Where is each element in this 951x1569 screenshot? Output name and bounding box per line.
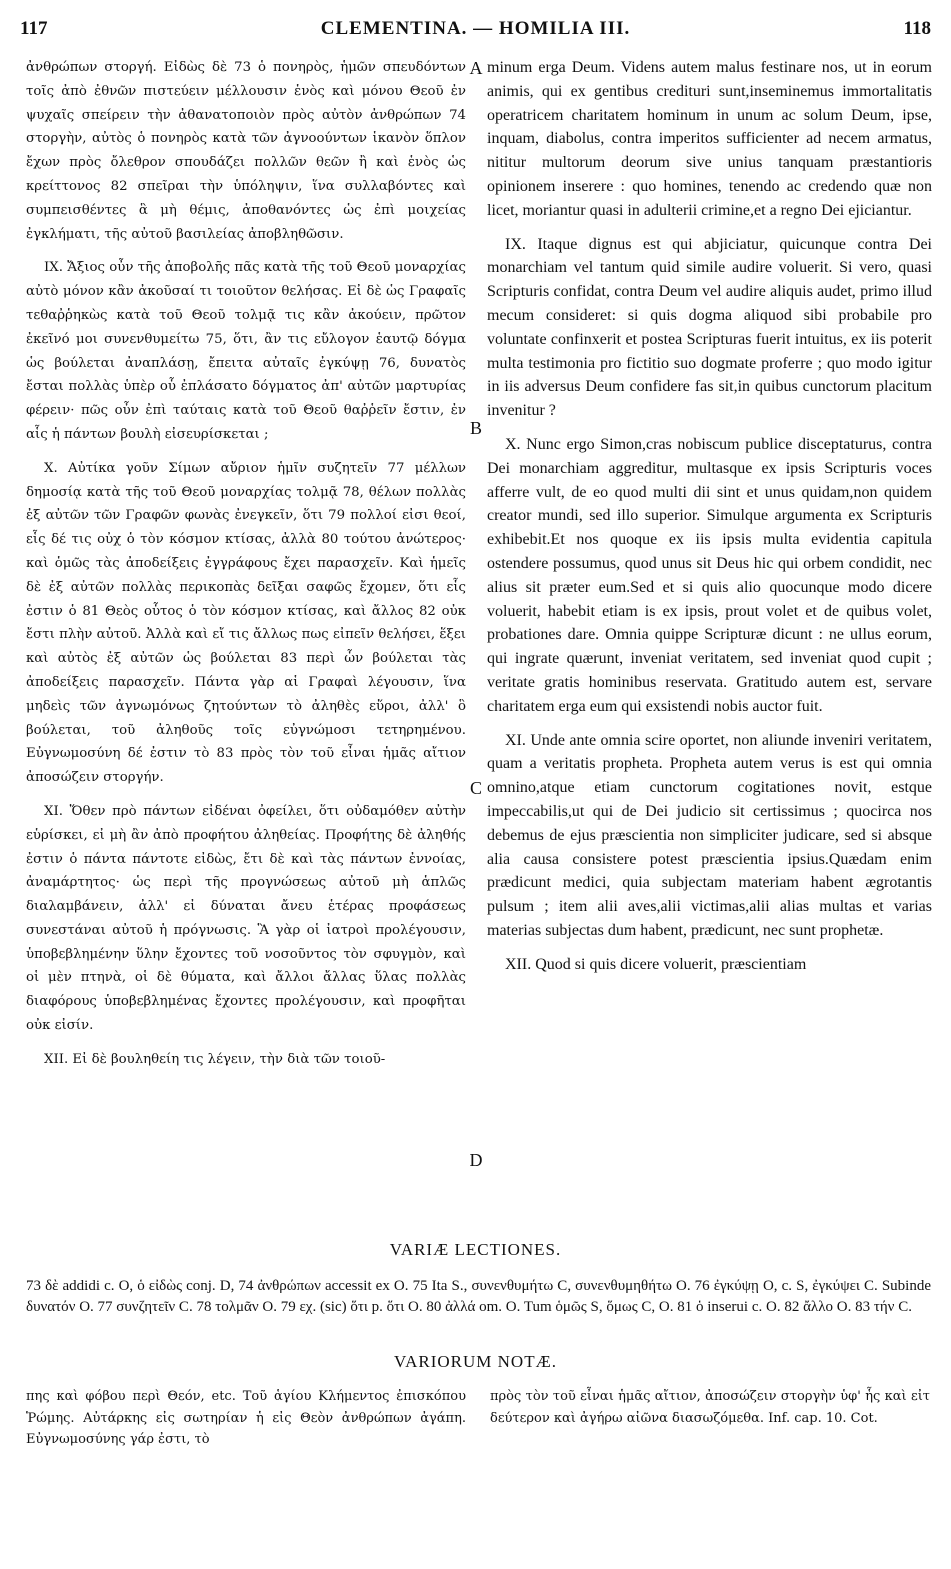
variae-lectiones-text: 73 δὲ addidi c. O, ὁ εἰδὼς conj. D, 74 ἀνθρώπων accessit ex O. 75 Ita S., συνενθυμήτω C, συνενθυμηθήτω O. 76 ἐγκύψῃ O, c. S, ἐγκύψει C. Subinde δυνατόν O. 77 συνζητεῖν C. 78 τολμᾶν O. 79 εχ. (sic) ὅτι p. ὅτι O. 80 ἀλλά om. O. Tum ὁμῶς S, ὅμως C, O. 81 ὁ inserui c. O. 82 ἄλλο O. 83 τήν C. [26,1278,931,1315]
latin-column [487,56,932,986]
section-marker-d: D [469,1150,483,1170]
greek-paragraph-xii: XII. Εἰ δὲ βουληθείη τις λέγειν, τὴν διὰ τῶν τοιοῦ- [44,1051,386,1067]
latin-paragraph-ix: IX. Itaque dignus est qui abjiciatur, quicunque contra Dei monarchiam vel tantum quid simile audire voluerit. Si vero, quasi Scripturis confidat, contra Deum vel audire aliquis audet, primo illud mecum consideret: si quis dogma aliquod sibi probabile pro voluntate confinxerit et postea Scripturas fuerit intuitus, ex iis poterit multa testimonia pro fictitio suo dogmate proferre ; quo modo igitur in iis adversus Deum confidere fas sit,in quibus cunctorum placitum invenitur ? [487,235,932,420]
page-number-left: 117 [20,18,48,39]
greek-paragraph-1: ἀνθρώπων στοργή. Εἰδὼς δὲ 73 ὁ πονηρὸς, ἡμῶν σπευδόντων τοῖς ἀπὸ ἐθνῶν πιστεύειν μέλλουσιν ἑνὸς καὶ μόνου Θεοῦ ἐν ψυχαῖς σπείρειν τὴν ἀθανατοποιὸν πρὸς αὐτὸν ἀνθρώπων 74 στοργὴν, αὐτὸς ὁ πονηρὸς κατὰ τῶν ἀγνοούντων ἱκανὸν ὅπλον ἔχων πρὸς ὄλεθρον σπουδάζει πολλῶν θεῶν ἢ καὶ ἑνὸς ὡς κρείττονος 82 σπεῖραι τὴν ὑπόληψιν, ἵνα συλλαβόντες καὶ συμπεισθέντες ἃ μὴ θέμις, ἀποθανόντες ὡς ἐπὶ μοιχείας ἐγκλήματι, τῆς αὐτοῦ βασιλείας ἀποβληθῶσιν. [26,60,466,242]
greek-paragraph-xi: XI. Ὅθεν πρὸ πάντων εἰδέναι ὀφείλει, ὅτι οὐδαμόθεν αὐτὴν εὑρίσκει, εἰ μὴ ἂν ἀπὸ προφήτου ἀληθείας. Προφήτης δὲ ἀληθής ἐστιν ὁ πάντα πάντοτε εἰδὼς, ἔτι δὲ καὶ τὰς πάντων ἐννοίας, ἀναμάρτητος· ὡς περὶ τῆς προγνώσεως αὐτοῦ μὴ ἁπλῶς διαλαμβάνειν, ἀλλ' εἰ δύναται ἄνευ ἑτέρας προφάσεως συνεστάναι αὐτοῦ ἡ πρόγνωσις. Ἃ γὰρ οἱ ἰατροὶ προλέγουσιν, ὑποβεβλημένην ὕλην ἔχοντες τοῦ νοσοῦντος τὸν σφυγμὸν, καὶ οἱ μὲν πτηνὰ, οἱ δὲ θύματα, καὶ ἄλλοι ἄλλας ὕλας πολλὰς διαφόρους ὑποβεβλημένας ἔχοντες προλέγουσιν, καὶ προφῆται οὐκ εἰσίν. [26,803,466,1034]
greek-paragraph-ix: IX. Ἄξιος οὖν τῆς ἀποβολῆς πᾶς κατὰ τῆς τοῦ Θεοῦ μοναρχίας αὐτὸ μόνον κἂν ἀκοῦσαί τι τοιοῦτον θελήσας. Εἰ δὲ ὡς Γραφαῖς τεθαῤῥηκὼς κατὰ τοῦ Θεοῦ τολμᾷ τις κἂν ἀκούειν, πρῶτον ἐκεῖνό μοι συνενθυμείτω 75, ὅτι, ἂν τις εὔλογον ἑαυτῷ δόγμα ὡς βούλεται ἀναπλάσῃ, ἔπειτα αὐταῖς ἐγκύψῃ 76, δυνατὸς ἔσται πολλὰς ὑπὲρ οὗ ἐπλάσατο δόγματος ἀπ' αὐτῶν μαρτυρίας φέρειν· πῶς οὖν ἐπὶ ταύταις κατὰ τοῦ Θεοῦ θαῤῥεῖν ἔστιν, ἐν αἷς ἡ πάντων βουλὴ εἰσευρίσκεται ; [26,260,466,442]
variorum-notae-heading: VARIORUM NOTÆ. [394,1352,557,1371]
page-header [20,14,931,44]
section-marker-a: A [469,58,483,78]
variae-lectiones-heading: VARIÆ LECTIONES. [389,1240,562,1259]
latin-paragraph-1: minum erga Deum. Videns autem malus festinare nos, ut in eorum animis, qui ex gentibus crediturі sunt,inseminemus immortalitatis operatricem charitatem hominum in unum ac solum Deum, ipse, inquam, diabolus, contra imperitos sufficienter ad necem armatus, nititur multorum deorum sive unius tanquam præstantioris opinionem inserere : quo homines, tenendo ac credendo quæ non licet, moriantur quasi in adulterii crimine,et a regno Dei ejiciantur. [487,59,932,219]
greek-paragraph-x: X. Αὐτίκα γοῦν Σίμων αὔριον ἡμῖν συζητεῖν 77 μέλλων δημοσίᾳ κατὰ τῆς τοῦ Θεοῦ μοναρχίας τολμᾷ 78, θέλων πολλὰς ἐξ αὐτῶν τῶν Γραφῶν φωνὰς ἐνεγκεῖν, ὅτι 79 πολλοί εἰσι θεοί, εἷς δέ τις οὐχ ὁ τὸν κόσμον κτίσας, ἀλλὰ 80 τούτου ἀνώτερος· καὶ ὁμῶς τὰς ἀποδείξεις ἐγγράφους ἔχει παρασχεῖν. Καὶ ἡμεῖς δὲ ἐξ αὐτῶν πολλὰς περικοπὰς δεῖξαι σαφῶς ἔχομεν, ὅτι εἷς ἐστιν ὁ 81 Θεὸς οὗτος ὁ τὸν κόσμον κτίσας, καὶ ἄλλος 82 οὐκ ἔστι πλὴν αὐτοῦ. Ἀλλὰ καὶ εἴ τις ἄλλως πως εἰπεῖν θελήσει, ἕξει καὶ αὐτὸς ἐξ αὐτῶν ὡς βούλεται 83 περὶ ὧν βούλεται τὰς ἀποδείξεις παρασχεῖν. Πάντα γὰρ αἱ Γραφαὶ λέγουσιν, ἵνα μηδεὶς τῶν ἀγνωμόνως ζητούντων τὸ ἀληθὲς εὕροι, ἀλλ' ὃ βούλεται, τοῦ ἀληθοῦς τοῖς εὐγνώμοσι τετηρημένου. Εὐγνωμοσύνη δέ ἐστιν τὸ 83 πρὸς τὸν τοῦ εἶναι ἡμᾶς αἴτιον ἀποσώζειν στοργήν. [26,460,466,786]
variorum-notes-left: πης καὶ φόβου περὶ Θεόν, etc. Τοῦ ἁγίου Κλήμεντος ἐπισκόπου Ῥώμης. Αὐτάρκης εἰς σωτηρίαν ἡ εἰς Θεὸν ἀνθρώπων ἀγάπη. Εὐγνωμοσύνης γάρ ἐστι, τὸ [26,1389,466,1447]
section-marker-c: C [469,778,482,798]
section-marker-b: B [469,418,482,438]
latin-paragraph-x: X. Nunc ergo Simon,cras nobiscum publice disceptaturus, contra Dei monarchiam aggreditur, multasque ex ipsis Scripturis voces afferre vult, de eo quod multi dii sint et unus quidam,non quidem creator mundi, sed illo superior. Simulque argumenta ex Scripturis exhibebit.Et nos quoque ex iis ipsis multa evidentia capitula ostendere possumus, quod unus sit Deus hic qui orbem condidit, nec alius sit præter eum.Sed et si quis alio quocunque modo dicere voluerit, habebit etiam is ex ipsis, prout volet et de quibus volet, probationes dare. Omnia quippe Scripturæ dicunt : ne ullus eorum, qui ingrate quærunt, inveniat veritatem, sed inveniat quod cupit ; veritate gratis hominibus reservata. Gratitudo autem est, servare charitatem erga eum qui exsistendi nobis auctor fuit. [487,435,932,715]
latin-paragraph-xi: XI. Unde ante omnia scire oportet, non aliunde inveniri veritatem, quam a veritatis propheta. Propheta autem verus is est qui omnia omnino,atque etiam cunctorum cogitationes novit, estque impeccabilis,ut qui de Dei judicio sit certissimus ; quocirca nos debemus de ejus præscientia non simpliciter judicare, sed si absque alia causa consistere potest præscientia ipsius.Quædam enim prædicunt medici, quia subjectam materiam habent ægrotantis pulsum ; item alii aves,alii victimas,alii alias multas et varias materias subjectas dum habent, prædicunt, nec sunt prophetæ. [487,731,932,939]
greek-column [26,56,466,1082]
page-number-right: 118 [903,18,931,39]
variorum-notes-right: πρὸς τὸν τοῦ εἶναι ἡμᾶς αἴτιον, ἀποσώζειν στοργὴν ὑφ' ἧς καὶ εἰτ δεύτερον καὶ ἀγήρω αἰῶνα διασωζόμεθα. Inf. cap. 10. Cot. [490,1389,930,1426]
latin-paragraph-xii: XII. Quod si quis dicere voluerit, præscientiam [505,955,807,973]
running-title: CLEMENTINA. — HOMILIA III. [320,18,631,39]
